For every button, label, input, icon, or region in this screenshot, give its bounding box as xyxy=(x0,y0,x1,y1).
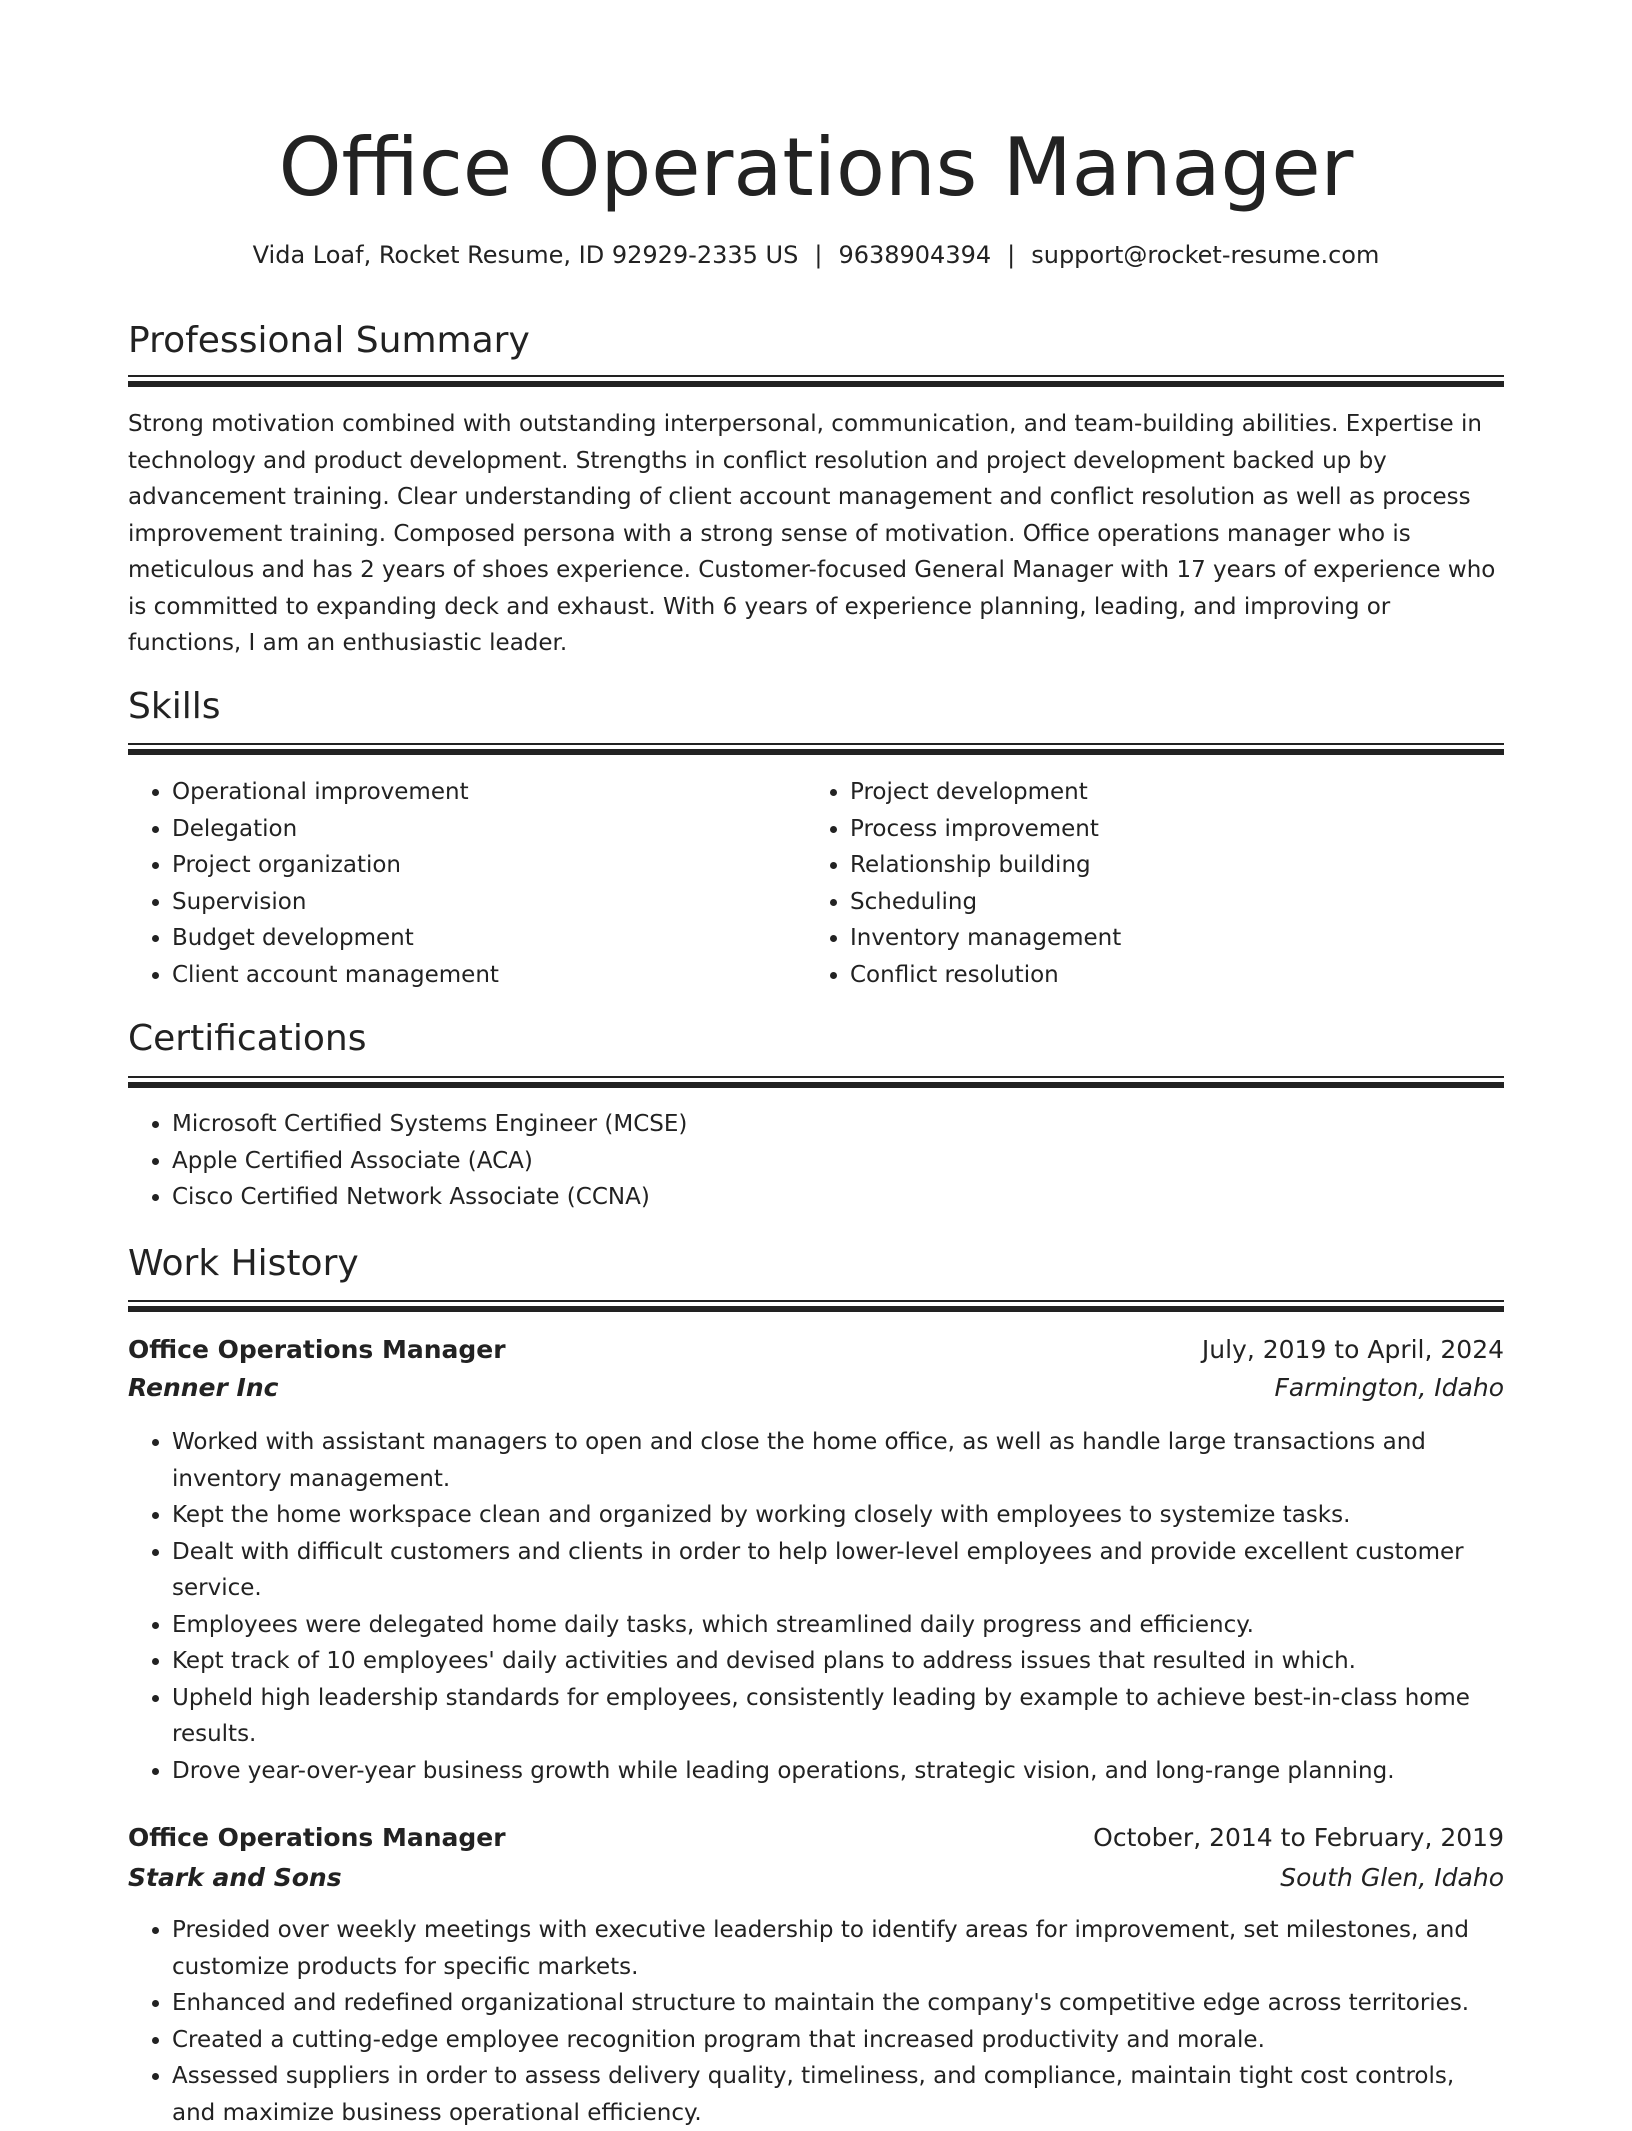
list-item: • Operational improvement xyxy=(172,774,802,811)
section-divider xyxy=(128,375,1504,387)
list-item: • Budget development xyxy=(172,920,802,957)
section-heading-work-history: Work History xyxy=(128,1243,359,1284)
job-bullets xyxy=(128,1912,1504,2131)
list-item: • Enhanced and redefined organizational structure to maintain the company's competitive edge across territories. xyxy=(172,1985,1504,2022)
skills-list-right xyxy=(806,774,1500,993)
job-location: Farmington, Idaho xyxy=(1274,1373,1504,1402)
list-item: • Drove year-over-year business growth while leading operations, strategic vision, and long-range planning. xyxy=(172,1753,1504,1790)
list-item: • Kept the home workspace clean and organized by working closely with employees to systemize tasks. xyxy=(172,1497,1504,1534)
list-item: • Dealt with difficult customers and clients in order to help lower-level employees and provide excellent customer service. xyxy=(172,1534,1504,1607)
contact-line xyxy=(128,237,1504,273)
list-item: • Microsoft Certified Systems Engineer (MCSE) xyxy=(172,1106,1504,1143)
list-item: • Project development xyxy=(850,774,1500,811)
job-company: Renner Inc xyxy=(128,1373,279,1402)
list-item: • Supervision xyxy=(172,884,802,921)
list-item: • Apple Certified Associate (ACA) xyxy=(172,1143,1504,1180)
list-item: • Client account management xyxy=(172,957,802,994)
list-item: • Process improvement xyxy=(850,811,1500,848)
list-item: • Employees were delegated home daily tasks, which streamlined daily progress and efficiency. xyxy=(172,1607,1504,1644)
resume-title: Office Operations Manager xyxy=(278,121,1354,214)
job-dates: October, 2014 to February, 2019 xyxy=(1093,1823,1504,1852)
list-item: • Inventory management xyxy=(850,920,1500,957)
section-divider xyxy=(128,1076,1504,1088)
list-item: • Created a cutting-edge employee recognition program that increased productivity and morale. xyxy=(172,2022,1504,2059)
job-title: Office Operations Manager xyxy=(128,1823,506,1852)
list-item: • Worked with assistant managers to open and close the home office, as well as handle large transactions and inventory management. xyxy=(172,1424,1504,1497)
section-heading-skills: Skills xyxy=(128,686,221,727)
list-item: • Upheld high leadership standards for employees, consistently leading by example to achieve best-in-class home results. xyxy=(172,1680,1504,1753)
skills-list-left xyxy=(128,774,802,993)
list-item: • Kept track of 10 employees' daily activities and devised plans to address issues that resulted in which. xyxy=(172,1643,1504,1680)
section-divider xyxy=(128,743,1504,755)
contact-separator: | xyxy=(814,241,823,269)
job-bullets xyxy=(128,1424,1504,1789)
list-item: • Scheduling xyxy=(850,884,1500,921)
job-company: Stark and Sons xyxy=(128,1863,342,1892)
summary-text: Strong motivation combined with outstanding interpersonal, communication, and team-building abilities. Expertise in technology and product development. Strengths in conflict resolution and project development backed up by advancement training. Clear understanding of client account management and conflict resolution as well as process improvement training. Composed persona with a strong sense of motivation. Office operations manager who is meticulous and has 2 years of shoes experience. Customer-focused General Manager with 17 years of experience who is committed to expanding deck and exhaust. With 6 years of experience planning, leading, and improving or functions, I am an enthusiastic leader. xyxy=(128,411,1496,656)
section-divider xyxy=(128,1300,1504,1312)
list-item: • Conflict resolution xyxy=(850,957,1500,994)
contact-address: Vida Loaf, Rocket Resume, ID 92929-2335 US xyxy=(252,241,799,269)
list-item: • Cisco Certified Network Associate (CCNA) xyxy=(172,1179,1504,1216)
certifications-list xyxy=(128,1106,1504,1216)
list-item: • Relationship building xyxy=(850,847,1500,884)
section-heading-summary: Professional Summary xyxy=(128,320,530,361)
list-item: • Presided over weekly meetings with executive leadership to identify areas for improvement, set milestones, and customize products for specific markets. xyxy=(172,1912,1504,1985)
job-title: Office Operations Manager xyxy=(128,1335,506,1364)
section-heading-certifications: Certifications xyxy=(128,1018,367,1059)
list-item: • Delegation xyxy=(172,811,802,848)
list-item: • Project organization xyxy=(172,847,802,884)
contact-email: support@rocket-resume.com xyxy=(1031,241,1380,269)
contact-phone: 9638904394 xyxy=(838,241,992,269)
job-location: South Glen, Idaho xyxy=(1280,1863,1504,1892)
contact-separator: | xyxy=(1007,241,1016,269)
list-item: • Assessed suppliers in order to assess delivery quality, timeliness, and compliance, maintain tight cost controls, and maximize business operational efficiency. xyxy=(172,2058,1504,2131)
job-dates: July, 2019 to April, 2024 xyxy=(1201,1335,1504,1364)
